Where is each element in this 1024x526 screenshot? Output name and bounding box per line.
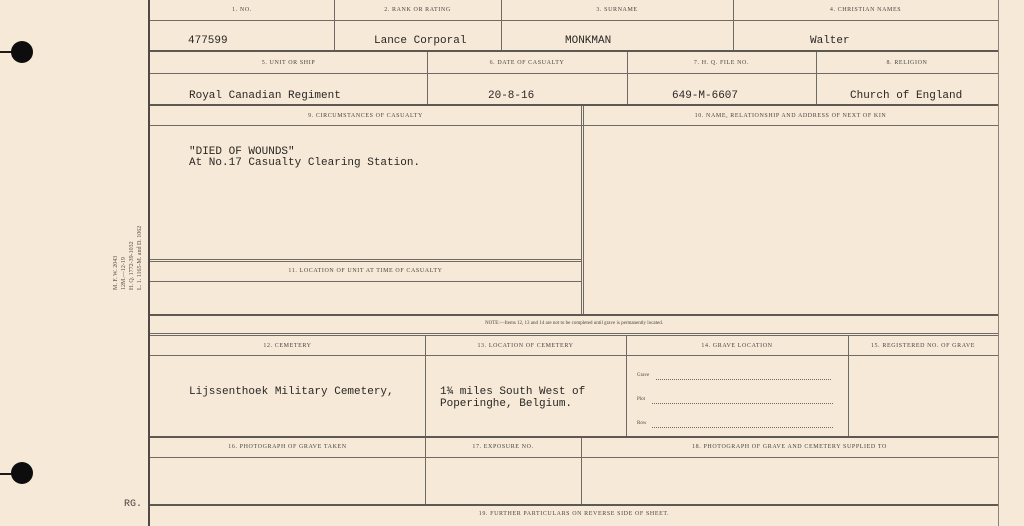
header-grave-location: 14. GRAVE LOCATION	[701, 343, 773, 349]
value-surname: MONKMAN	[565, 35, 612, 47]
header-photo-supplied: 18. PHOTOGRAPH OF GRAVE AND CEMETERY SUPPLIED TO	[692, 444, 887, 450]
side-print-3: H. Q. 1772-39-1032	[129, 241, 135, 290]
row-field-label: Row	[637, 421, 647, 426]
footer-further-particulars: 19. FURTHER PARTICULARS ON REVERSE SIDE OF SHEET.	[478, 511, 670, 517]
header-location-cemetery: 13. LOCATION OF CEMETERY	[477, 343, 574, 349]
value-no: 477599	[188, 35, 228, 47]
value-date: 20-8-16	[488, 90, 535, 102]
header-registered-no: 15. REGISTERED NO. OF GRAVE	[870, 343, 976, 349]
header-next-of-kin: 10. NAME, RELATIONSHIP AND ADDRESS OF NEXT OF KIN	[694, 113, 887, 119]
header-date: 6. DATE OF CASUALTY	[489, 60, 565, 66]
header-exposure: 17. EXPOSURE NO.	[472, 444, 534, 450]
header-photo-taken: 16. PHOTOGRAPH OF GRAVE TAKEN	[228, 444, 347, 450]
value-christian-names: Walter	[810, 35, 850, 47]
side-print-2: 12M.—12-19	[121, 257, 127, 290]
value-location-cemetery-1: 1¾ miles South West of	[440, 386, 586, 398]
footer-mark: RG.	[124, 499, 143, 510]
note-text: NOTE:—Items 12, 13 and 14 are not to be completed until grave is permanently located.	[484, 321, 663, 326]
side-print-4: L. 1. 1165-M. and D. 1062	[137, 225, 143, 290]
value-circumstances-2: At No.17 Casualty Clearing Station.	[189, 157, 421, 169]
header-unit: 5. UNIT OR SHIP	[261, 60, 316, 66]
form-right-border	[998, 0, 999, 526]
header-cemetery: 12. CEMETERY	[263, 343, 312, 349]
value-location-cemetery-2: Poperinghe, Belgium.	[440, 398, 573, 410]
value-rank: Lance Corporal	[374, 35, 467, 47]
header-christian-names: 4. CHRISTIAN NAMES	[829, 7, 902, 13]
header-surname: 3. SURNAME	[596, 7, 638, 13]
plot-field-label: Plot	[637, 397, 646, 402]
value-circumstances-1: "DIED OF WOUNDS"	[189, 146, 295, 158]
punch-hole-top	[11, 41, 33, 63]
header-religion: 8. RELIGION	[886, 60, 928, 66]
punch-hole-bottom	[11, 462, 33, 484]
header-location-unit: 11. LOCATION OF UNIT AT TIME OF CASUALTY	[288, 268, 443, 274]
header-circumstances: 9. CIRCUMSTANCES OF CASUALTY	[308, 113, 423, 119]
header-rank: 2. RANK OR RATING	[384, 7, 451, 13]
grave-field-label: Grave	[637, 373, 650, 378]
side-print-1: M. F. W. 2043	[113, 255, 119, 290]
header-hq-file: 7. H. Q. FILE NO.	[693, 60, 750, 66]
value-religion: Church of England	[850, 90, 963, 102]
value-hq-file: 649-M-6607	[672, 90, 739, 102]
value-cemetery: Lijssenthoek Military Cemetery,	[189, 386, 394, 398]
header-no: 1. NO.	[232, 7, 252, 13]
value-unit: Royal Canadian Regiment	[189, 90, 341, 102]
